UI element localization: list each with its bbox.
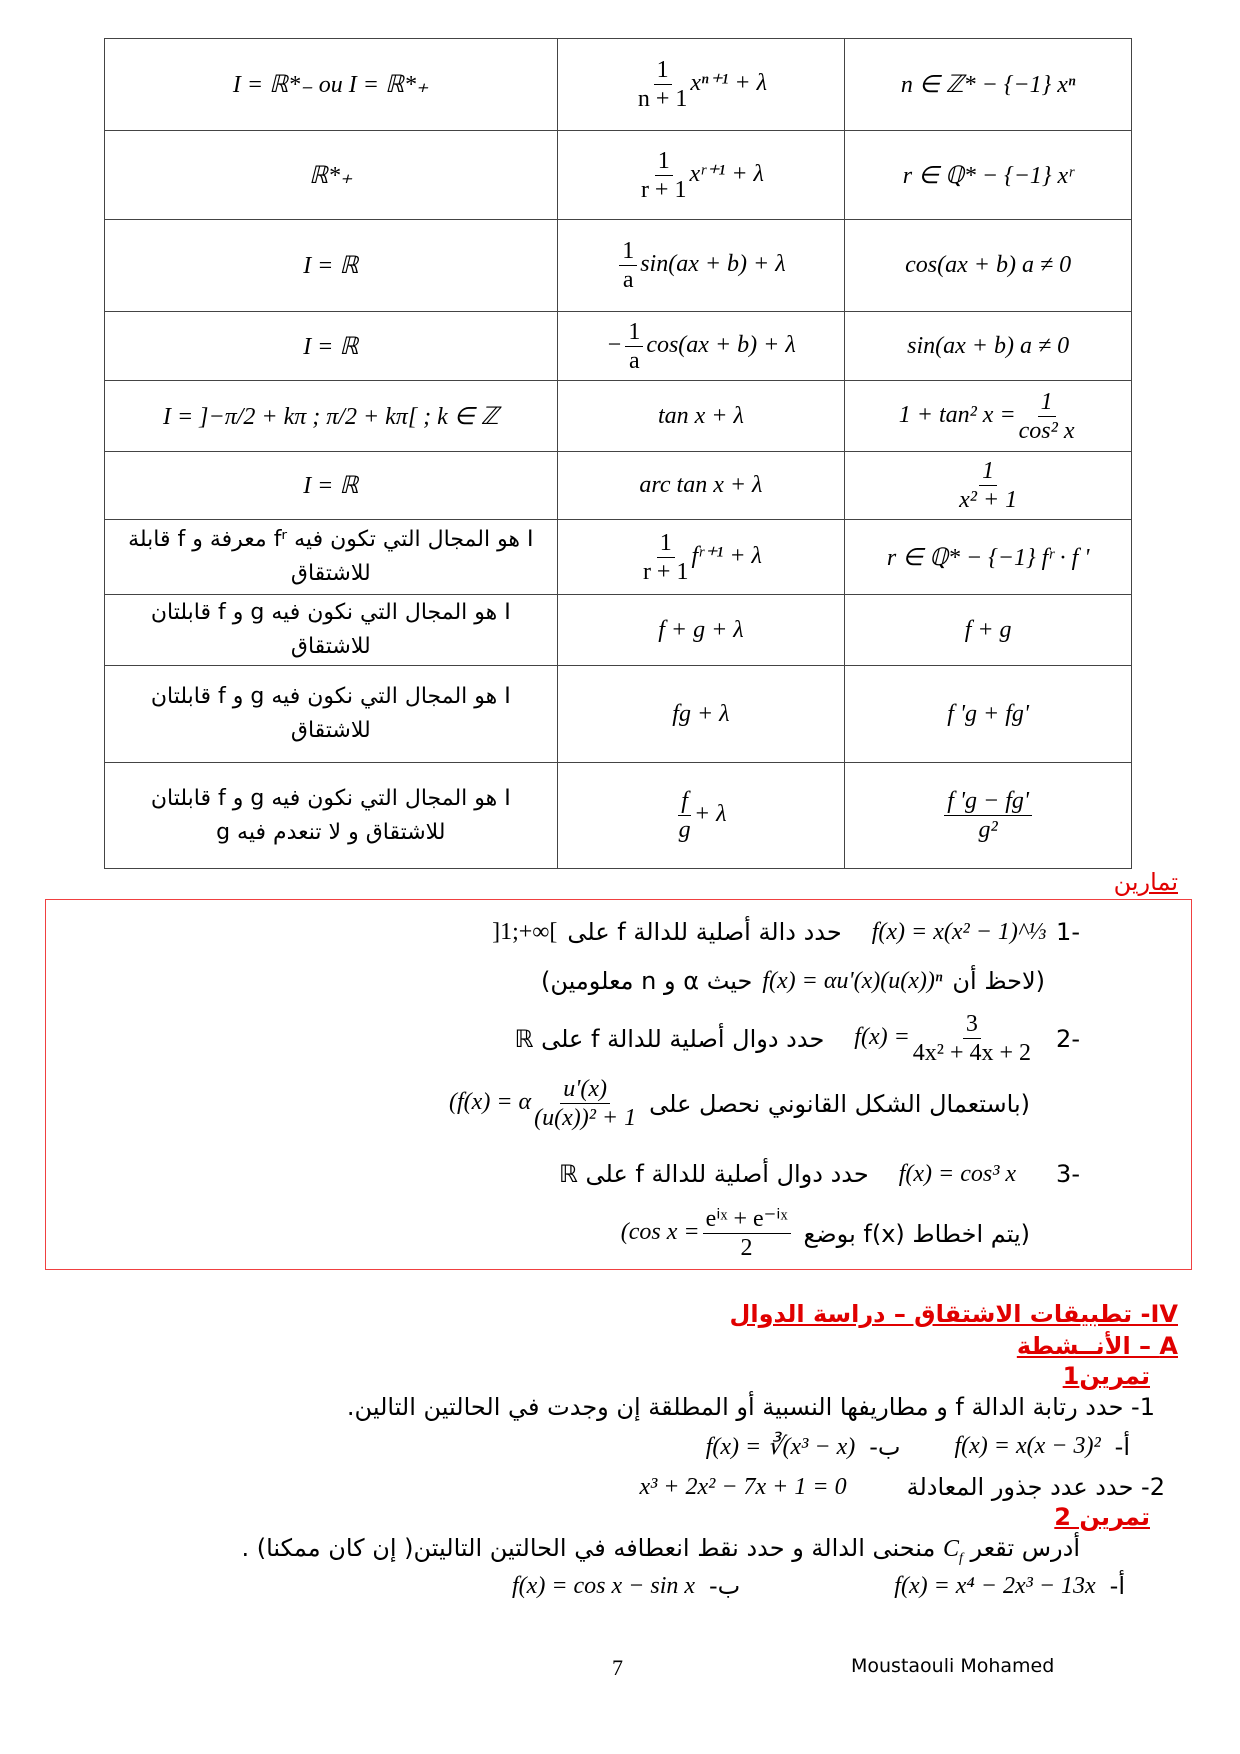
function-cell: sin(ax + b) a ≠ 0 bbox=[845, 312, 1132, 381]
table-row bbox=[105, 39, 1132, 131]
minus-sign: − bbox=[606, 331, 623, 358]
denominator: 4x² + 4x + 2 bbox=[912, 1040, 1032, 1066]
function-cell: f 'g + fg' bbox=[845, 666, 1132, 763]
domain-cell: I هو المجال التي نكون فيه g و f قابلتان للاشتقاق bbox=[105, 595, 558, 666]
primitive-rest: cos(ax + b) + λ bbox=[646, 331, 796, 358]
primitive-cell bbox=[557, 763, 845, 869]
math-expression: f(x) = cos x − sin x bbox=[512, 1572, 696, 1599]
exercise-1-title: تمرين1 bbox=[1062, 1362, 1150, 1390]
function-cell: r ∈ ℚ* − {−1} xʳ bbox=[845, 131, 1132, 220]
exercise-2-cases bbox=[512, 1572, 1125, 1600]
domain-cell: I هو المجال التي تكون فيه fʳ معرفة و f قابلة للاشتقاق bbox=[105, 520, 558, 595]
case-label: أ- bbox=[1114, 1432, 1130, 1461]
primitive-rest: + λ bbox=[693, 801, 727, 828]
primitives-table bbox=[104, 38, 1132, 869]
denominator: x² + 1 bbox=[959, 487, 1018, 513]
exercise-2 bbox=[514, 1010, 1080, 1067]
exercise-2-question bbox=[241, 1534, 1080, 1567]
hint-text: (لاحظ أن bbox=[952, 967, 1045, 995]
question-text: 2- حدد عدد جذور المعادلة bbox=[906, 1473, 1165, 1501]
domain-cell: I = ℝ bbox=[105, 220, 558, 312]
numerator: 1 bbox=[655, 147, 673, 176]
function-cell bbox=[845, 381, 1132, 452]
primitive-cell: arc tan x + λ bbox=[557, 452, 845, 520]
function-cell: cos(ax + b) a ≠ 0 bbox=[845, 220, 1132, 312]
exercise-3 bbox=[559, 1160, 1080, 1188]
function-cell: r ∈ ℚ* − {−1} fʳ · f ' bbox=[845, 520, 1132, 595]
table-row bbox=[105, 381, 1132, 452]
primitive-cell bbox=[557, 39, 845, 131]
domain-cell: I = ]−π/2 + kπ ; π/2 + kπ[ ; k ∈ ℤ bbox=[105, 381, 558, 452]
exercise-number: -3 bbox=[1056, 1160, 1080, 1188]
denominator: cos² x bbox=[1018, 417, 1075, 444]
table-row bbox=[105, 595, 1132, 666]
denominator: a bbox=[628, 347, 640, 374]
exercise-text: حدد دوال أصلية للدالة f على ℝ bbox=[514, 1024, 825, 1053]
denominator: g² bbox=[978, 817, 998, 843]
function-cell bbox=[845, 452, 1132, 520]
exercise-1-question-1 bbox=[347, 1393, 1155, 1421]
table-row bbox=[105, 312, 1132, 381]
function-prefix: 1 + tan² x = bbox=[898, 401, 1016, 428]
denominator: (u(x))² + 1 bbox=[534, 1105, 637, 1131]
hint-text: (يتم اخطاط f(x) بوضع bbox=[803, 1219, 1030, 1248]
primitive-cell: fg + λ bbox=[557, 666, 845, 763]
primitive-cell bbox=[557, 131, 845, 220]
numerator: f bbox=[678, 787, 691, 816]
case-label: ب- bbox=[709, 1572, 741, 1600]
hint-text: (باستعمال الشكل القانوني نحصل على bbox=[649, 1089, 1030, 1118]
case-label: ب- bbox=[869, 1432, 901, 1461]
curve-symbol: $C_f$ bbox=[942, 1536, 963, 1566]
section-title: IV- تطبيقات الاشتقاق – دراسة الدوال bbox=[729, 1300, 1178, 1328]
primitive-cell bbox=[557, 220, 845, 312]
domain-cell: I هو المجال التي نكون فيه g و f قابلتان للاشتقاق و لا تنعدم فيه g bbox=[105, 763, 558, 869]
denominator: 2 bbox=[740, 1235, 753, 1261]
primitive-rest: xʳ⁺¹ + λ bbox=[689, 160, 764, 187]
exercise-number: -2 bbox=[1056, 1024, 1080, 1053]
numerator: eⁱˣ + e⁻ⁱˣ bbox=[703, 1205, 791, 1234]
numerator: 1 bbox=[654, 56, 672, 85]
primitive-rest: sin(ax + b) + λ bbox=[640, 251, 786, 278]
exercise-3-hint bbox=[621, 1205, 1030, 1262]
domain-cell: I = ℝ*₋ ou I = ℝ*₊ bbox=[105, 39, 558, 131]
exercise-2-title: تمرين 2 bbox=[1054, 1503, 1150, 1531]
function-cell: n ∈ ℤ* − {−1} xⁿ bbox=[845, 39, 1132, 131]
subsection-title: A – الأنــشطة bbox=[1016, 1332, 1178, 1360]
lhs: (f(x) = α bbox=[449, 1089, 532, 1116]
domain-cell: I = ℝ bbox=[105, 452, 558, 520]
hint-text: حيث α و n معلومين) bbox=[541, 967, 753, 995]
numerator: u'(x) bbox=[560, 1075, 610, 1104]
primitive-cell: tan x + λ bbox=[557, 381, 845, 452]
table-row bbox=[105, 666, 1132, 763]
table-row bbox=[105, 520, 1132, 595]
math-expression bbox=[621, 1205, 794, 1262]
denominator: r + 1 bbox=[640, 176, 687, 203]
math-expression bbox=[449, 1075, 639, 1132]
exercises-title: تمارين bbox=[1113, 868, 1178, 896]
curve-subscript: f bbox=[958, 1550, 963, 1566]
math-expression: f(x) = cos³ x bbox=[898, 1160, 1017, 1187]
table-row bbox=[105, 220, 1132, 312]
primitive-rest: xⁿ⁺¹ + λ bbox=[690, 70, 768, 97]
table-row bbox=[105, 763, 1132, 869]
question-text: 1- حدد رتابة الدالة f و مطاريفها النسبية أو المطلقة إن وجدت في الحالتين التالين. bbox=[346, 1393, 1155, 1421]
table-row bbox=[105, 452, 1132, 520]
exercise-text: حدد دالة أصلية للدالة f على bbox=[567, 918, 842, 946]
author-name: Moustaouli Mohamed bbox=[851, 1655, 1055, 1677]
math-expression: f(x) = ∛(x³ − x) bbox=[705, 1434, 856, 1460]
exercise-1-hint bbox=[541, 967, 1045, 995]
domain-cell: ℝ*₊ bbox=[105, 131, 558, 220]
domain-cell: I هو المجال التي نكون فيه g و f قابلتان للاشتقاق bbox=[105, 666, 558, 763]
denominator: r + 1 bbox=[642, 558, 689, 585]
numerator: 1 bbox=[625, 318, 643, 347]
lhs: f(x) = bbox=[854, 1024, 910, 1051]
lhs: (cos x = bbox=[620, 1219, 700, 1246]
denominator: a bbox=[622, 267, 634, 293]
numerator: 1 bbox=[619, 237, 637, 266]
primitive-cell bbox=[557, 520, 845, 595]
math-expression: f(x) = x⁴ − 2x³ − 13x bbox=[894, 1572, 1096, 1599]
math-expression bbox=[854, 1010, 1034, 1067]
question-text: أدرس تقعر $C_f$ منحنى الدالة و حدد نقط انعطافه في الحالتين التاليتن( إن كان ممكنا) . bbox=[241, 1534, 1080, 1566]
domain-cell: I = ℝ bbox=[105, 312, 558, 381]
numerator: 1 bbox=[1038, 388, 1056, 417]
numerator: 1 bbox=[979, 457, 997, 486]
numerator: f 'g − fg' bbox=[944, 787, 1032, 816]
page-number: 7 bbox=[612, 1655, 623, 1680]
exercise-1-question-2 bbox=[639, 1473, 1165, 1501]
table-row bbox=[105, 131, 1132, 220]
exercise-1 bbox=[492, 918, 1080, 946]
case-label: أ- bbox=[1109, 1572, 1125, 1600]
primitive-cell: f + g + λ bbox=[557, 595, 845, 666]
function-cell: f + g bbox=[845, 595, 1132, 666]
math-expression: f(x) = x(x² − 1)^⅓ bbox=[871, 918, 1047, 945]
exercise-1-cases bbox=[706, 1432, 1130, 1461]
numerator: 3 bbox=[963, 1010, 981, 1039]
math-expression: f(x) = αu'(x)(u(x))ⁿ bbox=[762, 967, 943, 994]
primitive-rest: fʳ⁺¹ + λ bbox=[691, 542, 762, 569]
interval: ]1;+∞[ bbox=[492, 918, 558, 945]
exercise-2-hint bbox=[449, 1075, 1030, 1132]
function-cell bbox=[845, 763, 1132, 869]
denominator: g bbox=[678, 817, 691, 843]
numerator: 1 bbox=[657, 529, 675, 558]
exercise-number: -1 bbox=[1056, 918, 1080, 946]
primitive-cell bbox=[557, 312, 845, 381]
math-expression: f(x) = x(x − 3)² bbox=[954, 1433, 1101, 1459]
exercise-text: حدد دوال أصلية للدالة f على ℝ bbox=[558, 1160, 869, 1188]
denominator: n + 1 bbox=[637, 86, 688, 112]
math-expression: x³ + 2x² − 7x + 1 = 0 bbox=[639, 1473, 847, 1500]
